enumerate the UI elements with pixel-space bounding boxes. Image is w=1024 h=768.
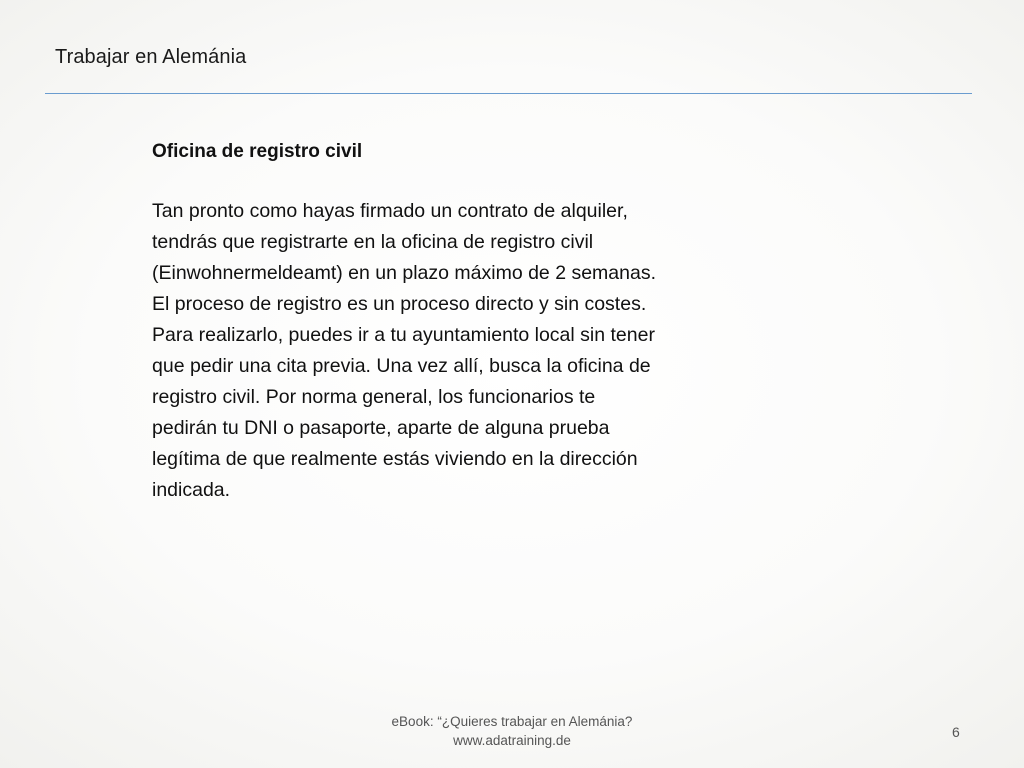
body-line: que pedir una cita previa. Una vez allí, busca la oficina de	[152, 355, 651, 377]
body-line: legítima de que realmente estás viviendo en la dirección	[152, 448, 638, 470]
section-heading: Oficina de registro civil	[152, 141, 363, 162]
slide-header-title: Trabajar en Alemánia	[55, 46, 247, 68]
body-line: indicada.	[152, 479, 231, 501]
body-line: Tan pronto como hayas firmado un contrato de alquiler,	[152, 200, 628, 222]
page-number: 6	[952, 724, 960, 740]
footer-ebook-title: eBook: “¿Quieres trabajar en Alemánia?	[391, 714, 633, 729]
body-line: pedirán tu DNI o pasaporte, aparte de alguna prueba	[152, 417, 610, 439]
footer-source	[312, 712, 712, 750]
body-paragraph	[152, 196, 772, 506]
slide-content	[152, 140, 772, 506]
footer-website: www.adatraining.de	[453, 733, 571, 748]
body-line: El proceso de registro es un proceso directo y sin costes.	[152, 293, 647, 315]
header-divider	[45, 93, 972, 94]
body-line: tendrás que registrarte en la oficina de registro civil	[152, 231, 594, 253]
body-line: Para realizarlo, puedes ir a tu ayuntamiento local sin tener	[152, 324, 655, 346]
body-line: registro civil. Por norma general, los funcionarios te	[152, 386, 596, 408]
body-line: (Einwohnermeldeamt) en un plazo máximo de 2 semanas.	[152, 262, 657, 284]
